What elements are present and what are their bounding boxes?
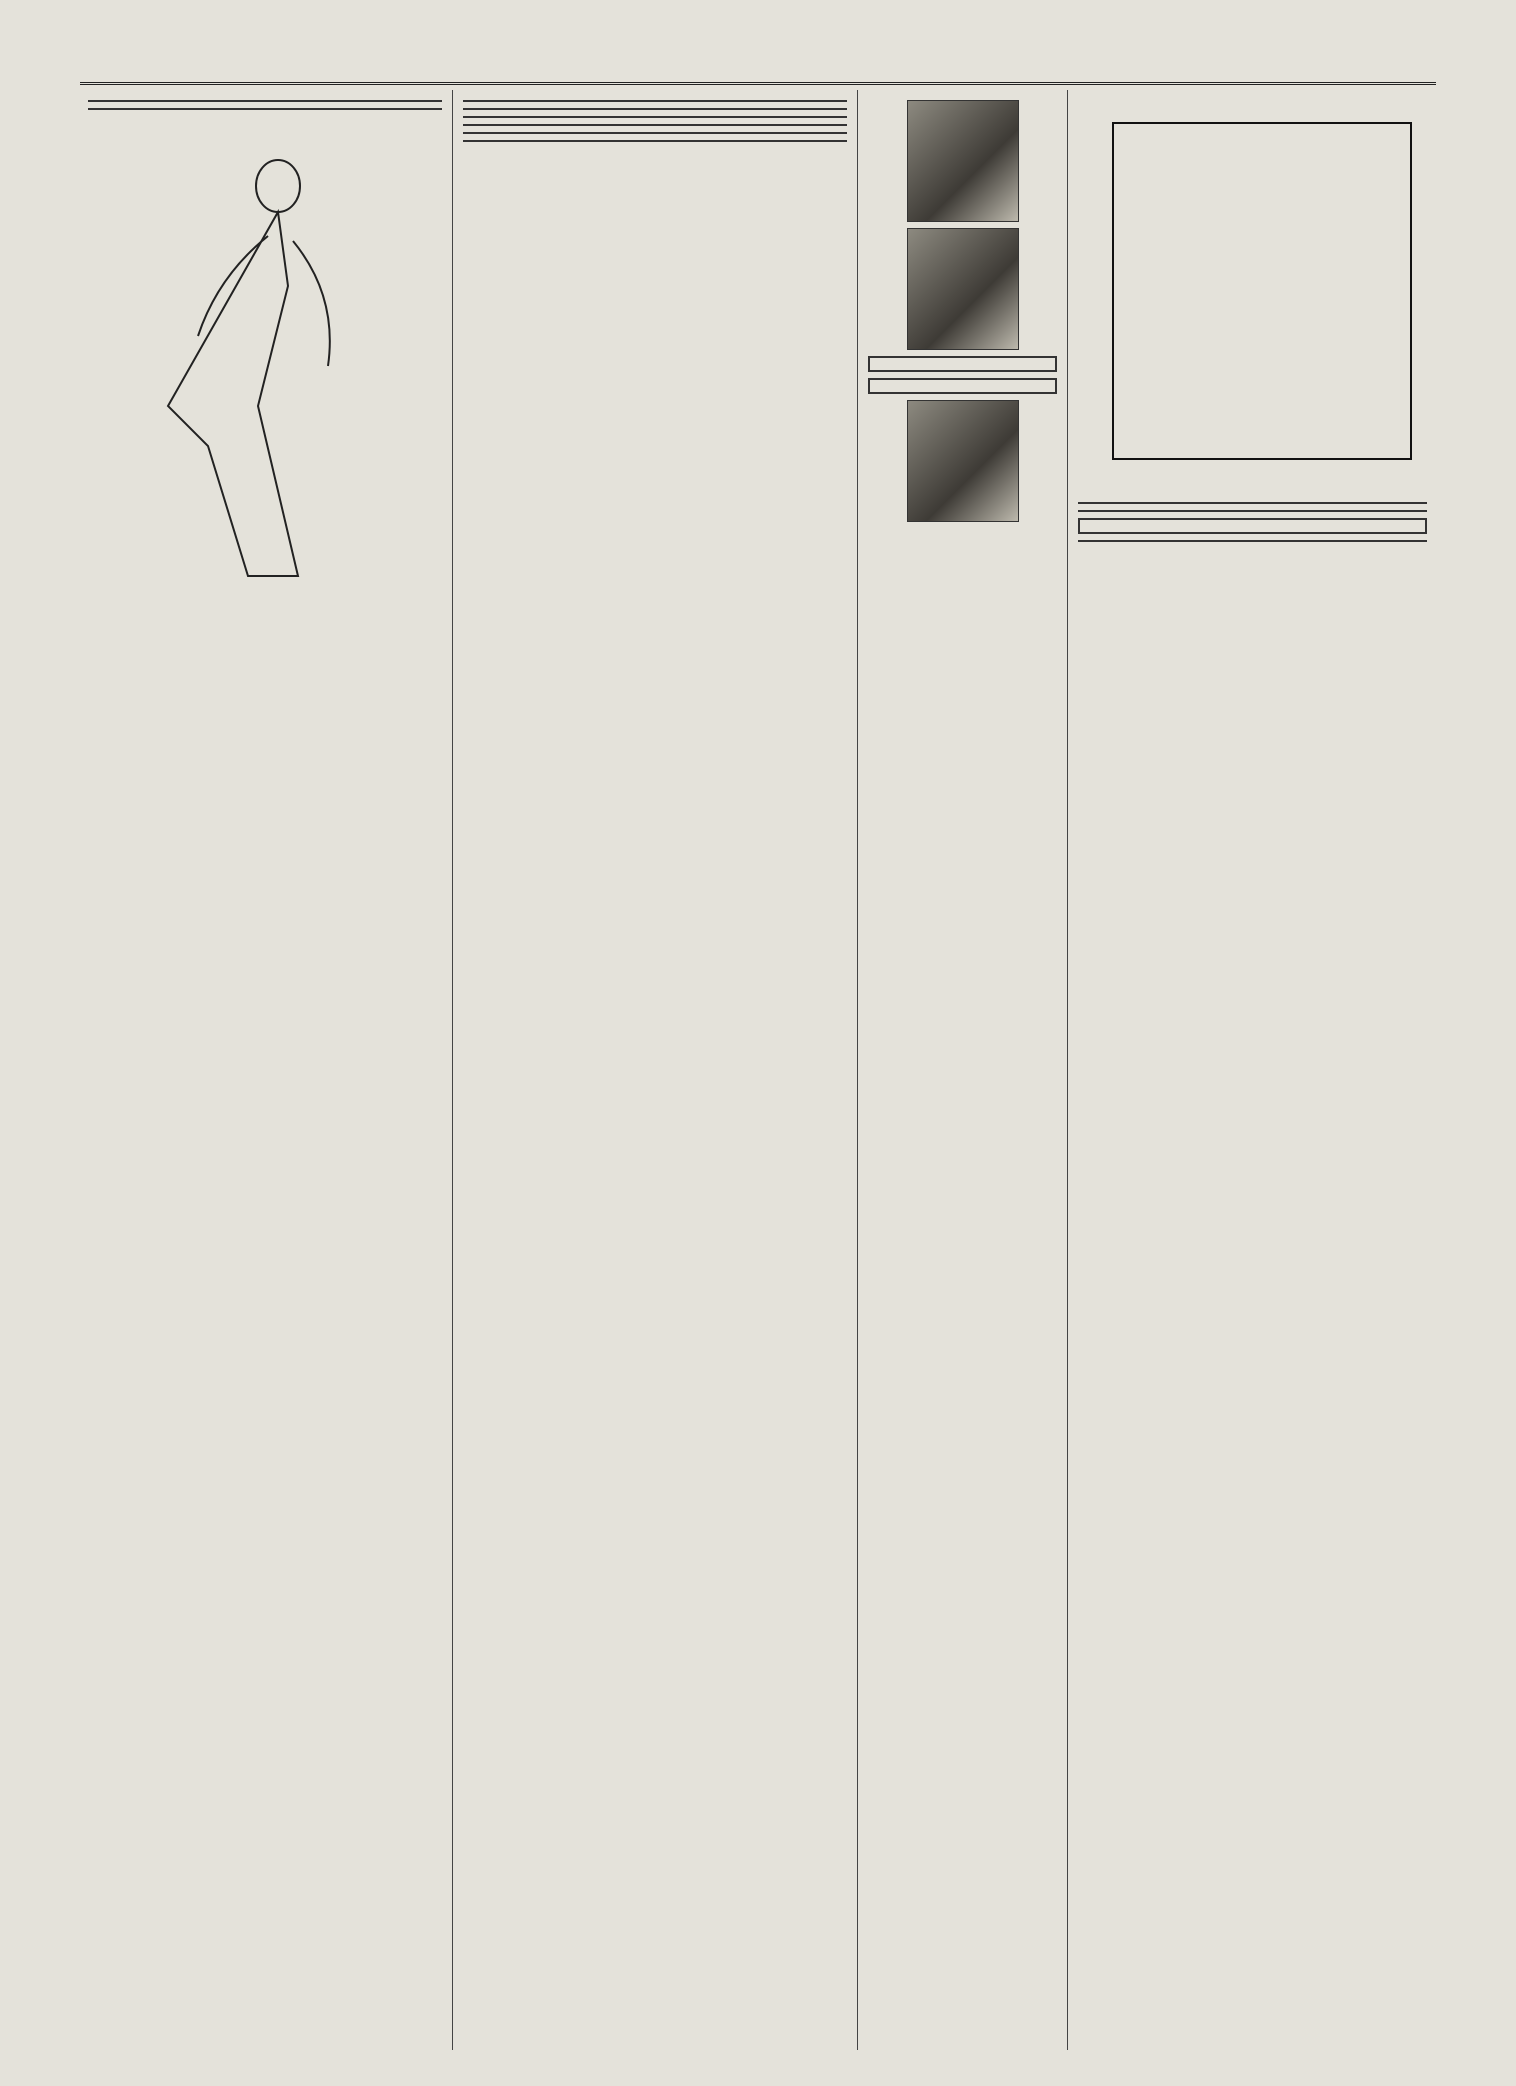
woman-figure-illustration bbox=[128, 146, 378, 586]
divider bbox=[1078, 540, 1427, 542]
column-divider bbox=[452, 90, 453, 2050]
divider bbox=[463, 132, 847, 134]
divider bbox=[463, 124, 847, 126]
print-info bbox=[868, 378, 1057, 394]
column-3 bbox=[455, 90, 855, 2050]
portrait-photo bbox=[907, 400, 1019, 522]
portrait-photo bbox=[907, 228, 1019, 350]
column-1 bbox=[1070, 90, 1435, 2050]
column-divider bbox=[1067, 90, 1068, 2050]
divider bbox=[1078, 510, 1427, 512]
divider bbox=[463, 116, 847, 118]
divider bbox=[88, 108, 442, 110]
column-2 bbox=[860, 90, 1065, 2050]
portrait-photo bbox=[907, 100, 1019, 222]
column-4 bbox=[80, 90, 450, 2050]
divider bbox=[1078, 502, 1427, 504]
divider bbox=[88, 100, 442, 102]
masthead bbox=[80, 48, 1436, 85]
crossword bbox=[1078, 100, 1427, 496]
company-ad bbox=[868, 356, 1057, 372]
column-divider bbox=[857, 90, 858, 2050]
divider bbox=[463, 100, 847, 102]
radio-box bbox=[1078, 518, 1427, 534]
shoe-ad-art bbox=[88, 116, 442, 616]
divider bbox=[463, 140, 847, 142]
crossword-grid bbox=[1112, 122, 1412, 460]
divider bbox=[463, 108, 847, 110]
